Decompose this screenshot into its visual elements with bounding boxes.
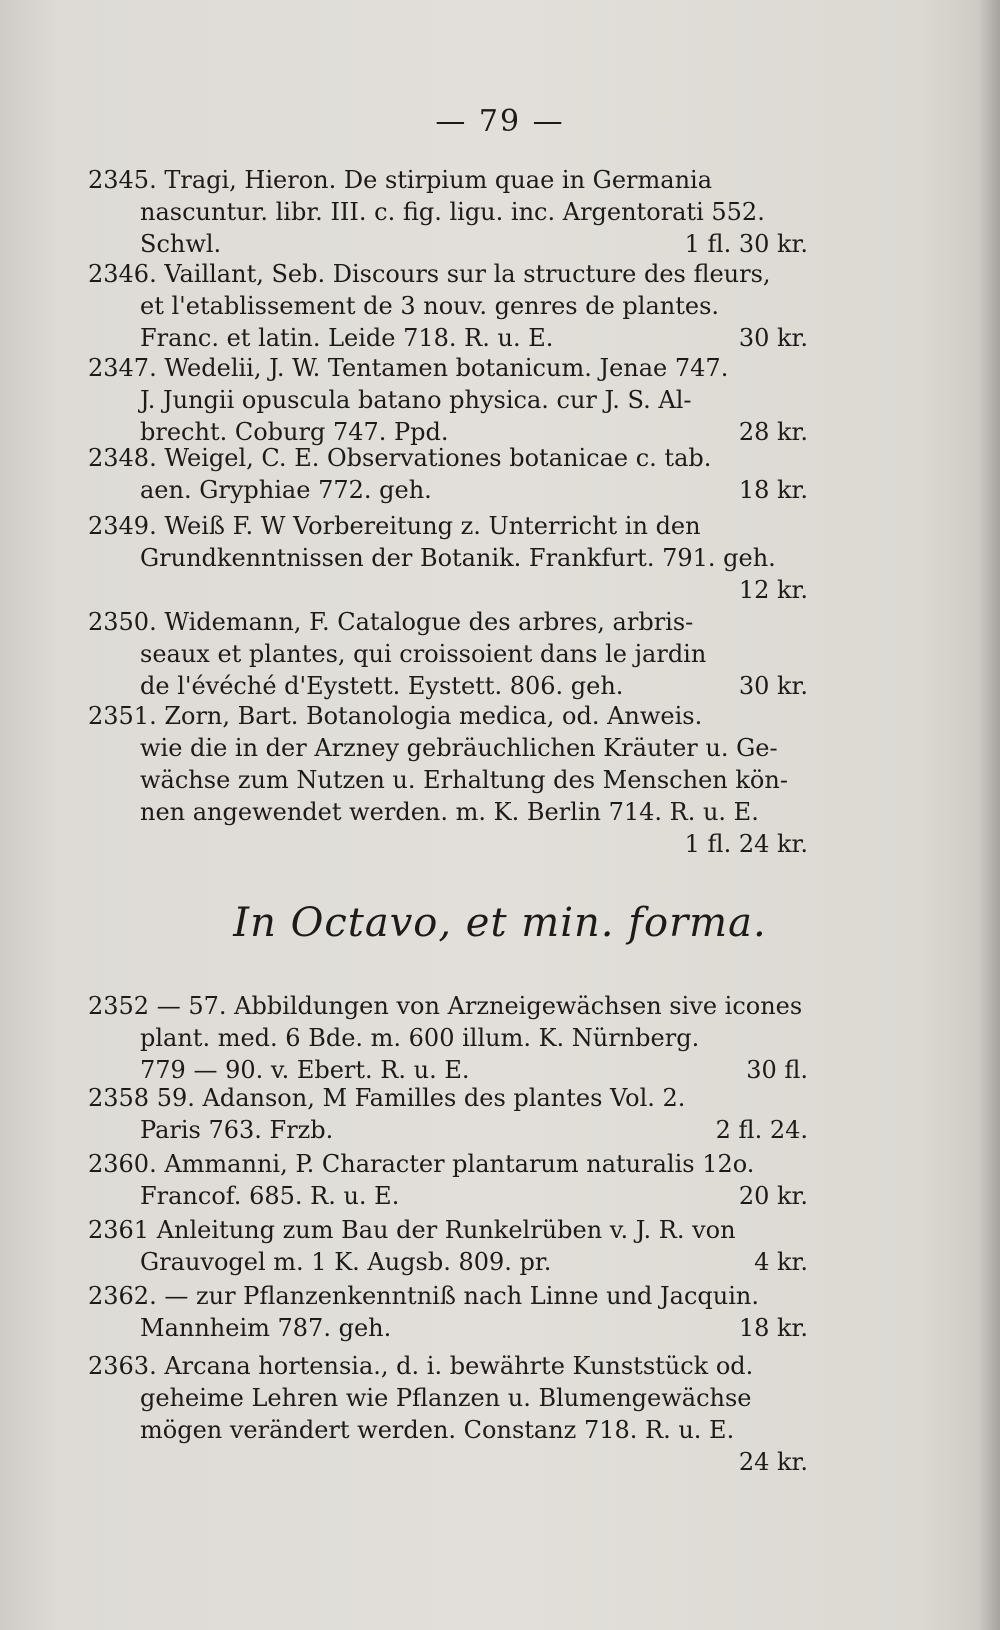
entry-line: 2346. Vaillant, Seb. Discours sur la structure des fleurs, [88, 260, 771, 288]
catalog-entry: 2347. Wedelii, J. W. Tentamen botanicum. Jenae 747. J. Jungii opuscula batano physica. cur J. S. Al- brecht. Coburg 747. Ppd. 28 kr. [88, 354, 808, 446]
entry-line: et l'etablissement de 3 nouv. genres de plantes. [140, 292, 720, 320]
entry-line: J. Jungii opuscula batano physica. cur J. S. Al- [140, 386, 692, 414]
entry-price: 12 kr. [738, 576, 808, 604]
entry-price: 30 fl. [746, 1056, 808, 1084]
entry-line: 2351. Zorn, Bart. Botanologia medica, od. Anweis. [88, 702, 703, 730]
entry-line: 2345. Tragi, Hieron. De stirpium quae in Germania [88, 166, 713, 194]
entry-line: seaux et plantes, qui croissoient dans le jardin [140, 640, 707, 668]
entry-line: 2348. Weigel, C. E. Observationes botanicae c. tab. [88, 444, 712, 472]
catalog-entry: 2362. — zur Pflanzenkenntniß nach Linne und Jacquin. Mannheim 787. geh. 18 kr. [88, 1282, 808, 1342]
entry-line: mögen verändert werden. Constanz 718. R. u. E. [140, 1416, 735, 1444]
entry-line: Grundkenntnissen der Botanik. Frankfurt. 791. geh. [140, 544, 776, 572]
entry-price: 30 kr. [738, 324, 808, 352]
entry-price: 18 kr. [738, 476, 808, 504]
entry-line: nen angewendet werden. m. K. Berlin 714. R. u. E. [140, 798, 759, 826]
entry-price: 1 fl. 30 kr. [684, 230, 808, 258]
entry-price: 4 kr. [754, 1248, 808, 1276]
entry-line: plant. med. 6 Bde. m. 600 illum. K. Nürnberg. [140, 1024, 700, 1052]
catalog-entry: 2350. Widemann, F. Catalogue des arbres, arbris- seaux et plantes, qui croissoient dans le jardin de l'évéché d'Eystett. Eystett. 806. geh. 30 kr. [88, 608, 808, 700]
catalog-entry [88, 510, 808, 606]
entry-line: 2352 — 57. Abbildungen von Arzneigewächsen sive icones [88, 992, 803, 1020]
entry-line: nascuntur. libr. III. c. fig. ligu. inc. Argentorati 552. [140, 198, 765, 226]
entry-price: 28 kr. [738, 418, 808, 446]
entry-line: 2349. Weiß F. W Vorbereitung z. Unterricht in den [88, 512, 701, 540]
catalog-entry: 2361 Anleitung zum Bau der Runkelrüben v. J. R. von Grauvogel m. 1 K. Augsb. 809. pr. 4 kr. [88, 1216, 808, 1276]
catalog-entry: 2358 59. Adanson, M Familles des plantes Vol. 2. Paris 763. Frzb. 2 fl. 24. [88, 1084, 808, 1144]
entry-price: 1 fl. 24 kr. [684, 830, 808, 858]
entry-line: 2347. Wedelii, J. W. Tentamen botanicum. Jenae 747. [88, 354, 729, 382]
entry-line: wie die in der Arzney gebräuchlichen Kräuter u. Ge- [140, 734, 778, 762]
entry-line: 2362. — zur Pflanzenkenntniß nach Linne und Jacquin. [88, 1282, 760, 1310]
entry-line: 2363. Arcana hortensia., d. i. bewährte Kunststück od. [88, 1352, 754, 1380]
entry-price: 20 kr. [738, 1182, 808, 1210]
entry-price: 30 kr. [738, 672, 808, 700]
entry-line: 2358 59. Adanson, M Familles des plantes Vol. 2. [88, 1084, 686, 1112]
catalog-entry: 2360. Ammanni, P. Character plantarum naturalis 12o. Francof. 685. R. u. E. 20 kr. [88, 1150, 808, 1210]
entry-line: 2360. Ammanni, P. Character plantarum naturalis 12o. [88, 1150, 755, 1178]
entry-line: wächse zum Nutzen u. Erhaltung des Menschen kön- [140, 766, 788, 794]
entry-price: 18 kr. [738, 1314, 808, 1342]
entry-price: 24 kr. [738, 1448, 808, 1476]
entry-line: 2350. Widemann, F. Catalogue des arbres, arbris- [88, 608, 694, 636]
catalog-entry: 2345. Tragi, Hieron. De stirpium quae in Germania nascuntur. libr. III. c. fig. ligu. inc. Argentorati 552. Schwl. 1 fl. 30 kr. [88, 166, 808, 258]
catalog-entry: 2352 — 57. Abbildungen von Arzneigewächsen sive icones plant. med. 6 Bde. m. 600 illum. K. Nürnberg. 779 — 90. v. Ebert. R. u. E. 30 fl. [88, 992, 808, 1084]
catalog-entry: 2348. Weigel, C. E. Observationes botanicae c. tab. aen. Gryphiae 772. geh. 18 kr. [88, 444, 808, 504]
catalog-entry [88, 700, 808, 860]
catalog-entry: 2346. Vaillant, Seb. Discours sur la structure des fleurs, et l'etablissement de 3 nouv. genres de plantes. Franc. et latin. Leide 718. R. u. E. 30 kr. [88, 260, 808, 352]
catalog-entry [88, 1350, 808, 1478]
entry-price: 2 fl. 24. [715, 1116, 808, 1144]
page-number: — 79 — [435, 104, 565, 139]
entry-line: geheime Lehren wie Pflanzen u. Blumengewächse [140, 1384, 752, 1412]
page-edge-shadow [978, 0, 1000, 1630]
section-heading: In Octavo, et min. forma. [233, 900, 767, 946]
entry-line: 2361 Anleitung zum Bau der Runkelrüben v. J. R. von [88, 1216, 736, 1244]
